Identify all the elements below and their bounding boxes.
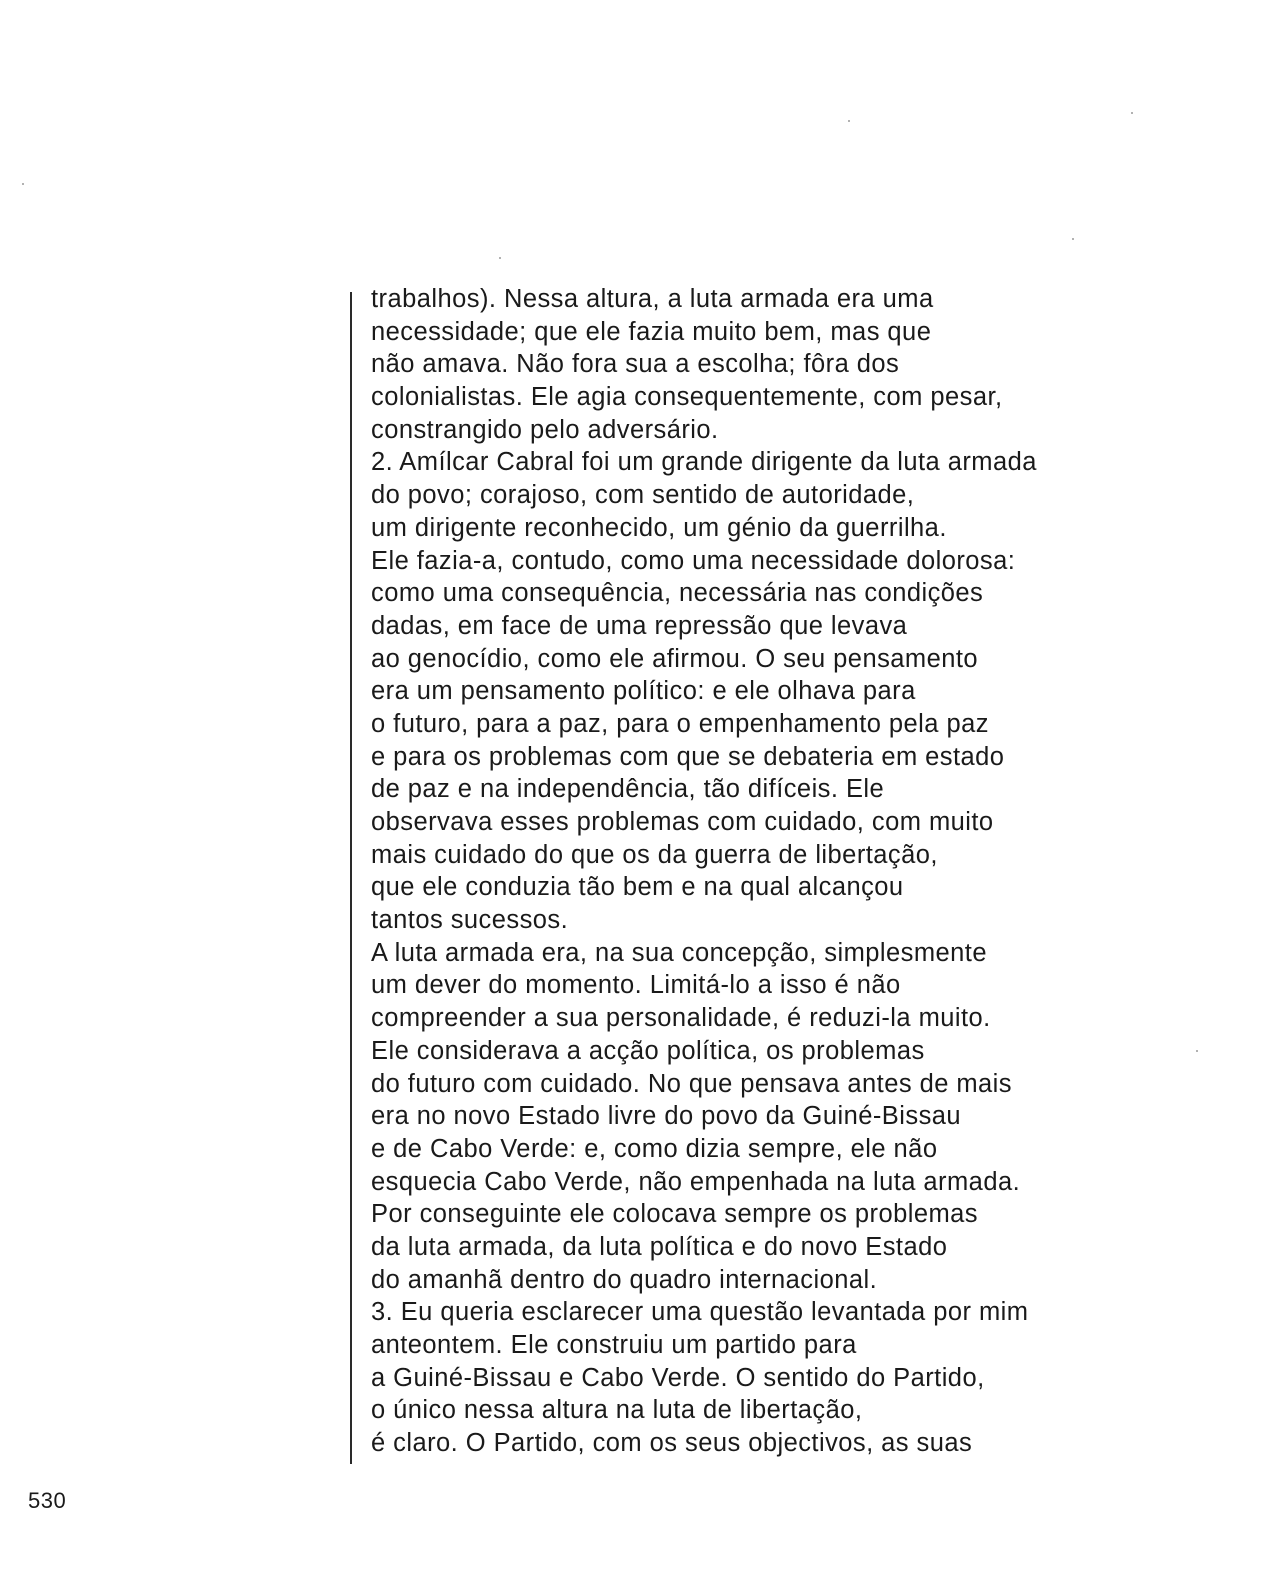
text-line: o único nessa altura na luta de libertação, [371,1396,863,1425]
text-line: e para os problemas com que se debateria em estado [371,742,1005,771]
text-line: 2. Amílcar Cabral foi um grande dirigente da luta armada [371,448,1037,477]
text-line: constrangido pelo adversário. [371,415,719,444]
text-line: compreender a sua personalidade, é reduzi-la muito. [371,1004,991,1033]
text-line: do futuro com cuidado. No que pensava antes de mais [371,1069,1013,1098]
text-line: como uma consequência, necessária nas condições [371,579,984,608]
body-text [371,283,1251,1460]
text-line: Ele fazia-a, contudo, como uma necessidade dolorosa: [371,546,1016,575]
text-line: mais cuidado do que os da guerra de libertação, [371,840,938,869]
text-line: era no novo Estado livre do povo da Guiné-Bissau [371,1102,962,1131]
scan-speck [22,183,24,185]
text-line: dadas, em face de uma repressão que levava [371,611,908,640]
text-line: colonialistas. Ele agia consequentemente, com pesar, [371,383,1003,412]
scan-speck [1131,112,1133,114]
text-line: era um pensamento político: e ele olhava para [371,677,916,706]
text-line: do amanhã dentro do quadro internacional. [371,1265,878,1294]
text-line: trabalhos). Nessa altura, a luta armada era uma [371,285,934,313]
text-line: Por conseguinte ele colocava sempre os problemas [371,1200,979,1229]
scan-speck [848,120,850,122]
text-line: e de Cabo Verde: e, como dizia sempre, ele não [371,1134,938,1163]
text-line: A luta armada era, na sua concepção, simplesmente [371,938,987,967]
text-line: anteontem. Ele construiu um partido para [371,1331,857,1359]
text-line: que ele conduzia tão bem e na qual alcançou [371,873,904,902]
text-line: é claro. O Partido, com os seus objectivos, as suas [371,1429,973,1458]
text-line: da luta armada, da luta política e do novo Estado [371,1232,948,1261]
text-line: ao genocídio, como ele afirmou. O seu pensamento [371,644,979,673]
page-number: 530 [28,1488,67,1513]
text-line: um dever do momento. Limitá-lo a isso é não [371,971,901,1000]
text-line: um dirigente reconhecido, um génio da guerrilha. [371,513,947,542]
text-line: tantos sucessos. [371,906,569,935]
text-line: observava esses problemas com cuidado, com muito [371,808,994,836]
text-line: necessidade; que ele fazia muito bem, mas que [371,317,932,346]
scan-speck [1072,238,1074,240]
text-line: 3. Eu queria esclarecer uma questão levantada por mim [371,1298,1029,1327]
text-line: Ele considerava a acção política, os problemas [371,1036,925,1065]
text-line: não amava. Não fora sua a escolha; fôra dos [371,350,900,379]
text-line: do povo; corajoso, com sentido de autoridade, [371,481,915,510]
text-line: a Guiné-Bissau e Cabo Verde. O sentido do Partido, [371,1363,985,1392]
margin-rule [350,292,352,1464]
scan-speck [499,257,501,259]
text-line: esquecia Cabo Verde, não empenhada na luta armada. [371,1167,1021,1196]
text-line: o futuro, para a paz, para o empenhamento pela paz [371,709,989,738]
text-line: de paz e na independência, tão difíceis. Ele [371,775,885,804]
